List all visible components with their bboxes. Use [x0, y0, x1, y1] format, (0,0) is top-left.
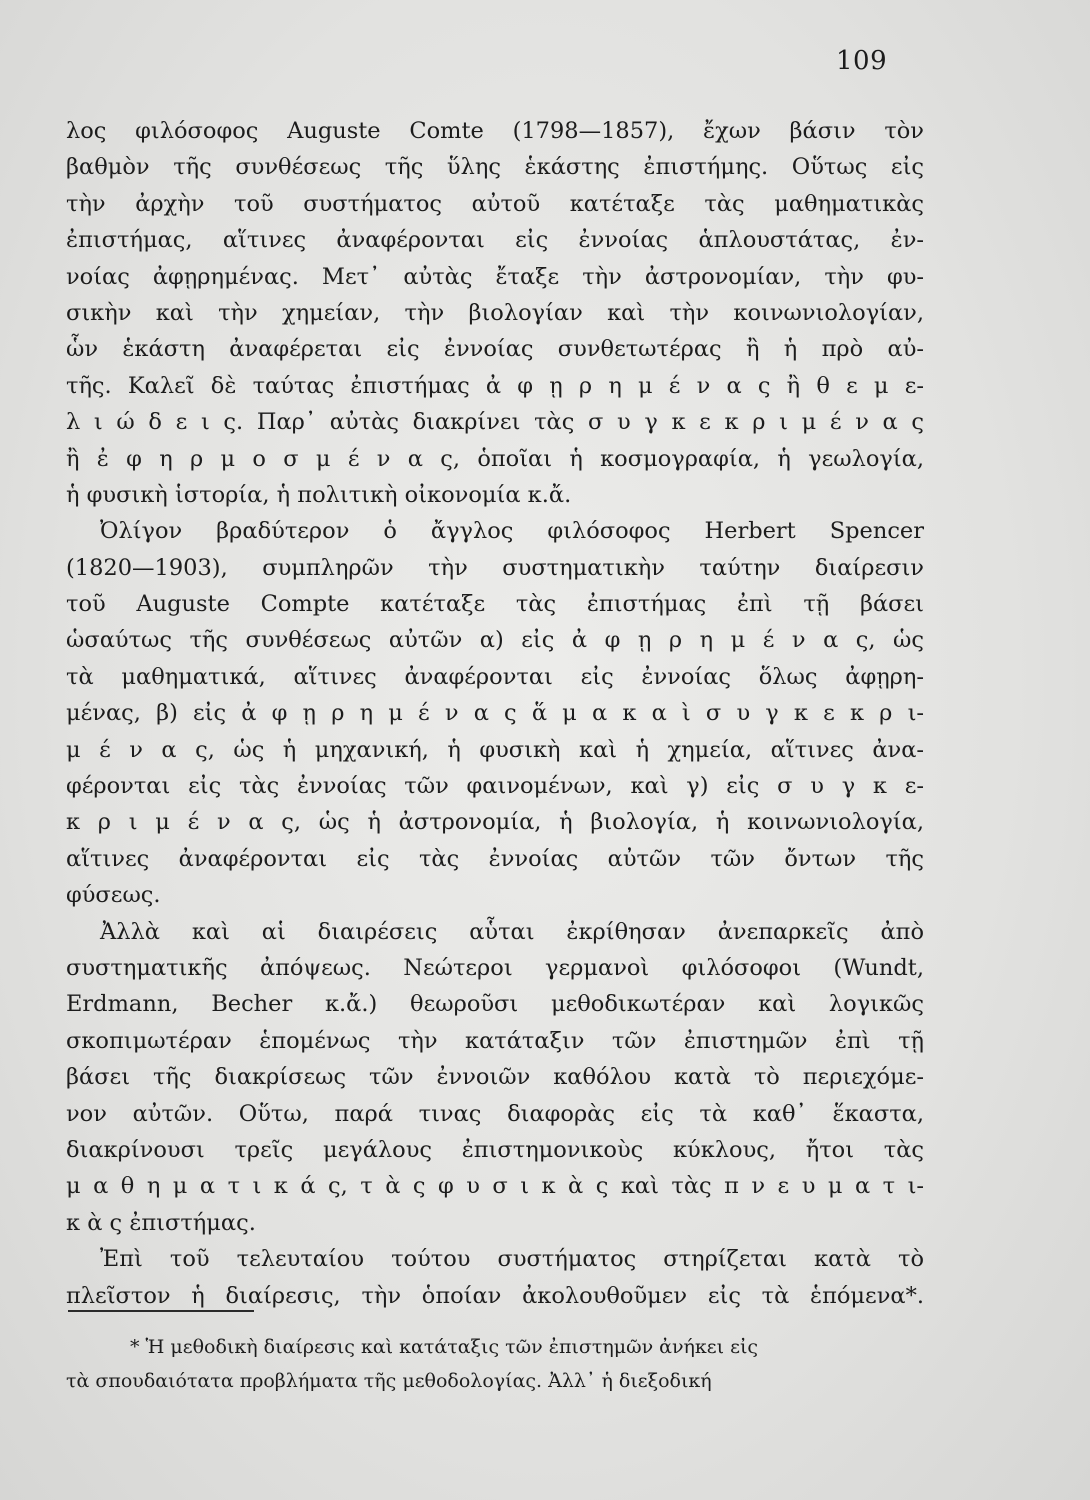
text-line: μένας, β) εἰς ἀ φ ῃ ρ η μ έ ν α ς ἅ μ α κ α ὶ σ υ γ κ ε κ ρ ι- — [66, 700, 924, 727]
body-text — [66, 113, 924, 1314]
text-line: τῆς. Καλεῖ δὲ ταύτας ἐπιστήμας ἀ φ ῃ ρ η μ έ ν α ς ἢ θ ε μ ε- — [66, 372, 924, 399]
text-line: ἢ ἐ φ η ρ μ ο σ μ έ ν α ς, ὁποῖαι ἡ κοσμογραφία, ἡ γεωλογία, — [66, 445, 924, 472]
text-line: τοῦ Auguste Compte κατέταξε τὰς ἐπιστήμας ἐπὶ τῇ βάσει — [66, 591, 924, 618]
footnote-divider — [68, 1310, 254, 1312]
text-line: βάσει τῆς διακρίσεως τῶν ἐννοιῶν καθόλου κατὰ τὸ περιεχόμε- — [66, 1064, 924, 1091]
text-line: μ α θ η μ α τ ι κ ά ς, τ ὰ ς φ υ σ ι κ ὰ ς καὶ τὰς π ν ε υ μ α τ ι- — [66, 1173, 924, 1200]
text-line: διακρίνουσι τρεῖς μεγάλους ἐπιστημονικοὺς κύκλους, ἤτοι τὰς — [66, 1136, 924, 1163]
text-line: τὴν ἀρχὴν τοῦ συστήματος αὐτοῦ κατέταξε τὰς μαθηματικὰς — [66, 190, 924, 217]
text-line: ἡ φυσικὴ ἱστορία, ἡ πολιτικὴ οἰκονομία κ.ἄ. — [66, 481, 572, 508]
text-line: βαθμὸν τῆς συνθέσεως τῆς ὕλης ἑκάστης ἐπιστήμης. Οὕτως εἰς — [66, 154, 924, 181]
text-line: λ ι ώ δ ε ι ς. Παρ᾽ αὐτὰς διακρίνει τὰς σ υ γ κ ε κ ρ ι μ έ ν α ς — [66, 409, 924, 436]
footnote — [66, 1330, 926, 1398]
text-line: μ έ ν α ς, ὡς ἡ μηχανική, ἡ φυσικὴ καὶ ἡ χημεία, αἵτινες ἀνα- — [66, 736, 924, 763]
text-line: κ ὰ ς ἐπιστήμας. — [66, 1209, 256, 1236]
text-line: ὡσαύτως τῆς συνθέσεως αὐτῶν α) εἰς ἀ φ ῃ ρ η μ έ ν α ς, ὡς — [66, 627, 924, 654]
text-line: φέρονται εἰς τὰς ἐννοίας τῶν φαινομένων, καὶ γ) εἰς σ υ γ κ ε- — [66, 773, 924, 800]
text-line: νοίας ἀφῃρημένας. Μετ᾽ αὐτὰς ἔταξε τὴν ἀστρονομίαν, τὴν φυ- — [66, 263, 924, 290]
text-line: κ ρ ι μ έ ν α ς, ὡς ἡ ἀστρονομία, ἡ βιολογία, ἡ κοινωνιολογία, — [66, 809, 924, 836]
text-line: συστηματικῆς ἀπόψεως. Νεώτεροι γερμανοὶ φιλόσοφοι (Wundt, — [66, 954, 924, 981]
paragraph-start-line: Ὀλίγον βραδύτερον ὁ ἄγγλος φιλόσοφος Herbert Spencer — [100, 518, 924, 545]
paragraph-start-line: Ἐπὶ τοῦ τελευταίου τούτου συστήματος στηρίζεται κατὰ τὸ — [100, 1246, 924, 1273]
page-number: 109 — [836, 46, 888, 76]
text-line: ἐπιστήμας, αἵτινες ἀναφέρονται εἰς ἐννοίας ἁπλουστάτας, ἐν- — [66, 227, 924, 254]
footnote-line: τὰ σπουδαιότατα προβλήματα τῆς μεθοδολογίας. Ἀλλ᾽ ἡ διεξοδική — [66, 1370, 712, 1392]
text-line: Erdmann, Becher κ.ἄ.) θεωροῦσι μεθοδικωτέραν καὶ λογικῶς — [66, 991, 924, 1018]
text-line: αἵτινες ἀναφέρονται εἰς τὰς ἐννοίας αὐτῶν τῶν ὄντων τῆς — [66, 845, 924, 872]
text-line: λος φιλόσοφος Auguste Comte (1798—1857), ἔχων βάσιν τὸν — [66, 118, 924, 144]
text-line: τὰ μαθηματικά, αἵτινες ἀναφέρονται εἰς ἐννοίας ὅλως ἀφῃρη- — [66, 663, 924, 690]
text-line: σικὴν καὶ τὴν χημείαν, τὴν βιολογίαν καὶ τὴν κοινωνιολογίαν, — [66, 299, 924, 326]
text-line: (1820—1903), συμπληρῶν τὴν συστηματικὴν ταύτην διαίρεσιν — [66, 554, 924, 581]
text-line: πλεῖστον ἡ διαίρεσις, τὴν ὁποίαν ἀκολουθοῦμεν εἰς τὰ ἑπόμενα*. — [66, 1282, 924, 1309]
paragraph-start-line: Ἀλλὰ καὶ αἱ διαιρέσεις αὗται ἐκρίθησαν ἀνεπαρκεῖς ἀπὸ — [100, 918, 924, 945]
footnote-line: * Ἡ μεθοδικὴ διαίρεσις καὶ κατάταξις τῶν ἐπιστημῶν ἀνήκει εἰς — [130, 1336, 759, 1358]
text-line: νον αὐτῶν. Οὕτω, παρά τινας διαφορὰς εἰς τὰ καθ᾽ ἕκαστα, — [66, 1100, 924, 1127]
text-line: ὧν ἑκάστη ἀναφέρεται εἰς ἐννοίας συνθετωτέρας ἢ ἡ πρὸ αὐ- — [66, 336, 924, 363]
text-line: φύσεως. — [66, 882, 161, 909]
text-line: σκοπιμωτέραν ἑπομένως τὴν κατάταξιν τῶν ἐπιστημῶν ἐπὶ τῇ — [66, 1027, 924, 1054]
